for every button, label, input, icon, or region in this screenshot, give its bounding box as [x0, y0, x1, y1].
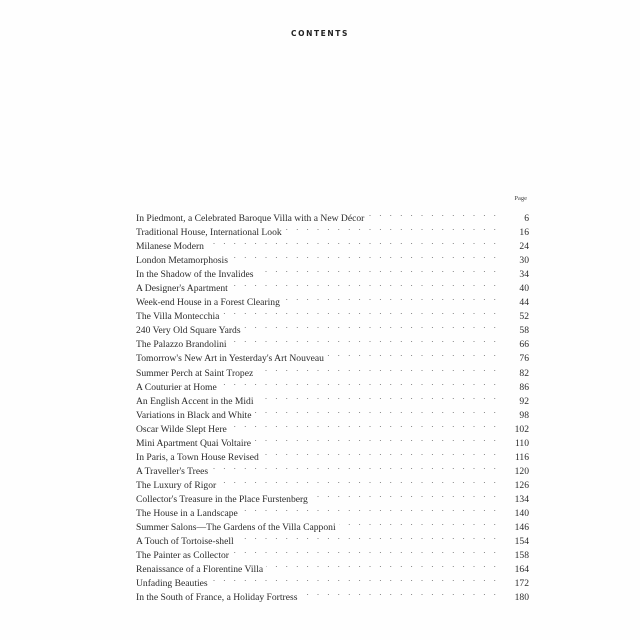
toc-entry	[136, 474, 529, 491]
toc-entry-title: 240 Very Old Square Yards	[136, 324, 244, 338]
toc-entry-title: An English Accent in the Midi	[136, 395, 257, 409]
toc-entry-page: 34	[519, 269, 529, 281]
toc-entry	[136, 362, 529, 379]
page-column-label: Page	[514, 195, 527, 202]
toc-entry-title: Collector's Treasure in the Place Furstenberg	[136, 493, 311, 507]
toc-entry-title: The House in a Landscape	[136, 507, 241, 521]
dot-leader	[257, 263, 504, 277]
dot-leader	[254, 404, 503, 418]
toc-entry	[136, 516, 529, 534]
toc-entry-title: A Couturier at Home	[136, 381, 220, 395]
dot-leader	[211, 460, 503, 474]
dot-leader	[230, 418, 503, 432]
toc-entry-title: Mini Apartment Quai Voltaire	[136, 437, 254, 451]
toc-entry-page: 86	[519, 381, 529, 393]
toc-entry	[136, 277, 529, 295]
toc-entry-page: 40	[519, 283, 529, 295]
toc-entry-title: Variations in Black and White	[136, 409, 254, 423]
toc-entry-page: 58	[519, 325, 529, 337]
toc-entry	[136, 586, 529, 604]
toc-entry	[136, 558, 529, 576]
toc-entry	[136, 221, 529, 239]
toc-entry-title: The Palazzo Brandolini	[136, 338, 230, 352]
toc-entry-title: Renaissance of a Florentine Villa	[136, 563, 266, 577]
dot-leader	[231, 249, 503, 263]
toc-entry	[136, 418, 529, 435]
toc-entry-page: 116	[514, 451, 529, 463]
toc-entry-title: The Luxury of Rigor	[136, 479, 219, 493]
toc-entry	[136, 390, 529, 407]
toc-entry	[136, 333, 529, 351]
toc-entry	[136, 488, 529, 505]
toc-entry-page: 180	[514, 592, 529, 604]
toc-entry-page: 92	[519, 395, 529, 407]
dot-leader	[207, 235, 503, 249]
toc-entry-title: A Designer's Apartment	[136, 282, 231, 296]
dot-leader	[230, 333, 503, 347]
toc-entry-page: 120	[514, 465, 529, 477]
dot-leader	[339, 516, 503, 530]
dot-leader	[254, 432, 503, 446]
toc-entry-page: 16	[519, 227, 529, 239]
toc-entry-title: Summer Perch at Saint Tropez	[136, 367, 256, 381]
toc-entry-page: 24	[519, 241, 529, 253]
dot-leader	[327, 347, 503, 361]
toc-entry-title: A Touch of Tortoise-shell	[136, 535, 237, 549]
toc-entry-title: A Traveller's Trees	[136, 465, 211, 479]
toc-entry	[136, 404, 529, 421]
dot-leader	[219, 474, 503, 488]
dot-leader	[220, 376, 503, 390]
toc-entry	[136, 530, 529, 548]
dot-leader	[222, 305, 503, 319]
toc-entry-page: 30	[519, 255, 529, 267]
toc-entry-page: 158	[514, 550, 529, 562]
contents-heading: CONTENTS	[291, 29, 349, 38]
toc-entry	[136, 502, 529, 519]
toc-entry-page: 146	[514, 522, 529, 534]
toc-entry-page: 66	[519, 339, 529, 351]
toc-entry-title: The Painter as Collector	[136, 549, 232, 563]
toc-entry	[136, 432, 529, 449]
toc-entry	[136, 249, 529, 267]
toc-entry-title: Summer Salons—The Gardens of the Villa Capponi	[136, 521, 339, 535]
toc-entry	[136, 235, 529, 253]
toc-entry	[136, 207, 529, 224]
dot-leader	[285, 221, 503, 235]
toc-entry-page: 76	[519, 353, 529, 365]
toc-entry-page: 164	[514, 564, 529, 576]
toc-entry-page: 44	[519, 297, 529, 309]
toc-entry-page: 172	[514, 578, 529, 590]
toc-entry-page: 134	[514, 493, 529, 505]
dot-leader	[266, 558, 503, 572]
toc-entry	[136, 291, 529, 309]
dot-leader	[232, 544, 503, 558]
toc-entry-title: London Metamorphosis	[136, 254, 231, 268]
dot-leader	[211, 572, 503, 586]
toc-entry	[136, 376, 529, 393]
toc-entry-title: In the South of France, a Holiday Fortress	[136, 591, 300, 605]
toc-entry-page: 154	[514, 536, 529, 548]
toc-entry	[136, 263, 529, 281]
toc-entry-title: In Piedmont, a Celebrated Baroque Villa with a New Décor	[136, 212, 367, 226]
toc-entry-title: In Paris, a Town House Revised	[136, 451, 262, 465]
toc-entry-title: The Villa Montecchia	[136, 310, 222, 324]
toc-entry-title: Unfading Beauties	[136, 577, 211, 591]
toc-entry	[136, 305, 529, 323]
toc-entry-title: Oscar Wilde Slept Here	[136, 423, 230, 437]
toc-entry	[136, 446, 529, 463]
toc-entry-page: 52	[519, 311, 529, 323]
dot-leader	[241, 502, 503, 516]
toc-entry	[136, 544, 529, 562]
dot-leader	[262, 446, 503, 460]
dot-leader	[311, 488, 503, 502]
table-of-contents	[136, 207, 529, 604]
toc-entry-page: 126	[514, 479, 529, 491]
toc-entry-title: Milanese Modern	[136, 240, 207, 254]
dot-leader	[256, 362, 503, 376]
toc-entry-title: Tomorrow's New Art in Yesterday's Art Nouveau	[136, 352, 327, 366]
toc-entry-page: 102	[514, 423, 529, 435]
dot-leader	[231, 277, 503, 291]
toc-entry-title: Traditional House, International Look	[136, 226, 285, 240]
toc-entry	[136, 319, 529, 337]
dot-leader	[367, 207, 503, 221]
dot-leader	[257, 390, 503, 404]
dot-leader	[283, 291, 503, 305]
toc-entry-page: 6	[524, 213, 529, 224]
toc-entry-page: 82	[519, 367, 529, 379]
toc-entry-title: In the Shadow of the Invalides	[136, 268, 257, 282]
dot-leader	[244, 319, 503, 333]
dot-leader	[300, 586, 503, 600]
toc-entry-page: 98	[519, 409, 529, 421]
dot-leader	[237, 530, 503, 544]
toc-entry-page: 110	[514, 437, 529, 449]
toc-entry-title: Week-end House in a Forest Clearing	[136, 296, 283, 310]
toc-entry	[136, 460, 529, 477]
toc-entry	[136, 572, 529, 590]
toc-entry-page: 140	[514, 507, 529, 519]
toc-entry	[136, 347, 529, 365]
